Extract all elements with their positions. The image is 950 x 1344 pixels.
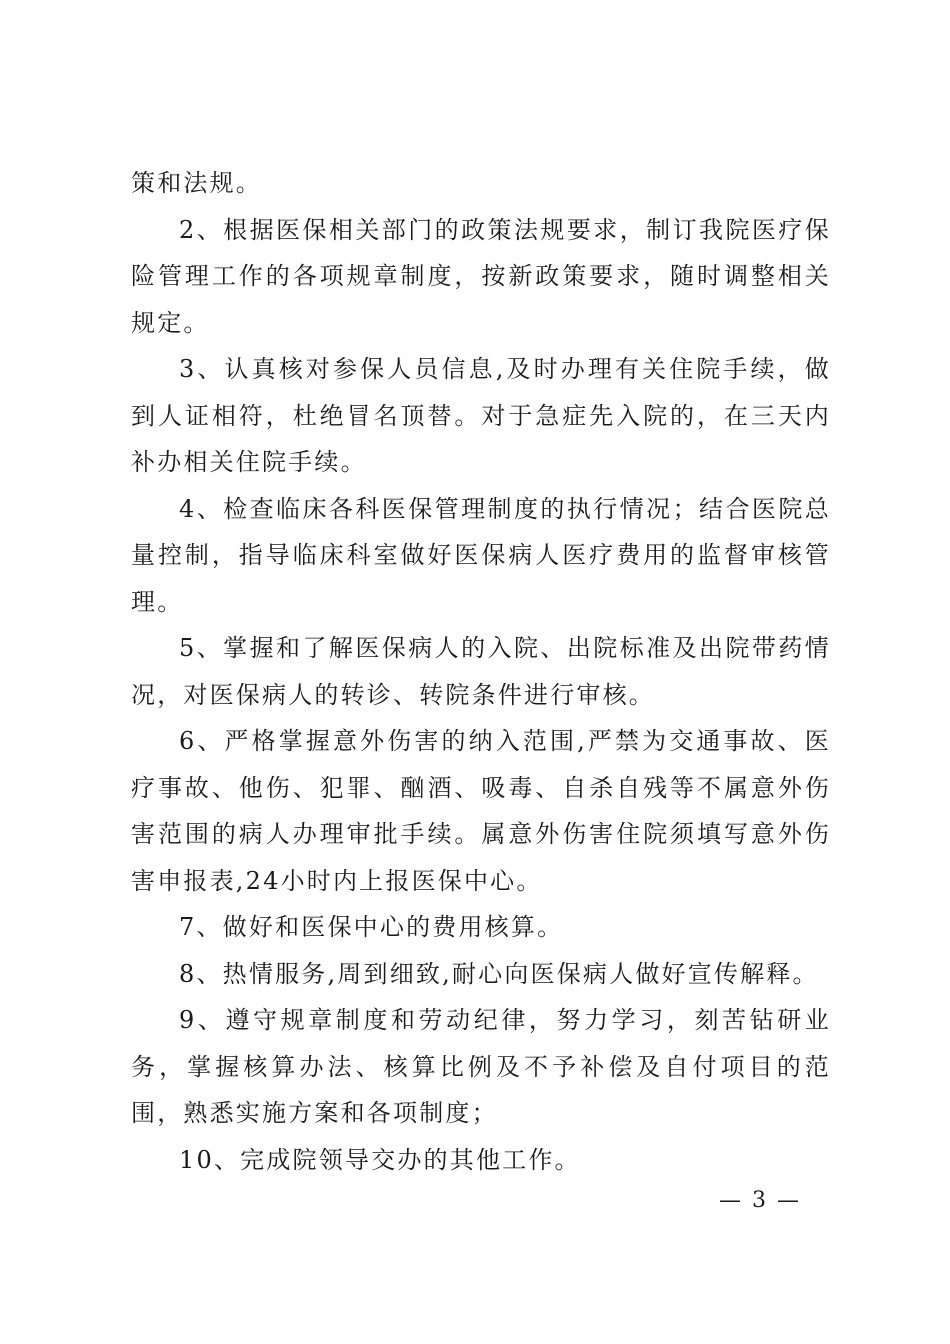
paragraph-item-7: 7、做好和医保中心的费用核算。 <box>179 913 564 941</box>
paragraph-item-4: 4、检查临床各科医保管理制度的执行情况；结合医院总量控制，指导临床科室做好医保病人医疗费用的监督审核管理。 <box>131 494 831 616</box>
paragraph-item-2: 2、根据医保相关部门的政策法规要求，制订我院医疗保险管理工作的各项规章制度，按新政策要求，随时调整相关规定。 <box>131 215 831 337</box>
paragraph-item-6: 6、严格掌握意外伤害的纳入范围,严禁为交通事故、医疗事故、他伤、犯罪、酗酒、吸毒、自杀自残等不属意外伤害范围的病人办理审批手续。属意外伤害住院须填写意外伤害申报表,24小时内上报医保中心。 <box>131 727 831 895</box>
paragraph-item-8: 8、热情服务,周到细致,耐心向医保病人做好宣传解释。 <box>179 959 819 988</box>
paragraph-item-10: 10、完成院领导交办的其他工作。 <box>179 1145 581 1174</box>
paragraph-item-3: 3、认真核对参保人员信息,及时办理有关住院手续，做到人证相符，杜绝冒名顶替。对于急症先入院的，在三天内补办相关住院手续。 <box>131 355 831 476</box>
paragraph-item-5: 5、掌握和了解医保病人的入院、出院标准及出院带药情况，对医保病人的转诊、转院条件进行审核。 <box>131 634 831 709</box>
page-number: — 3 — <box>719 1188 801 1213</box>
paragraph-continuation: 策和法规。 <box>131 169 262 197</box>
document-body <box>131 160 831 1183</box>
paragraph-item-9: 9、遵守规章制度和劳动纪律，努力学习，刻苦钻研业务，掌握核算办法、核算比例及不予补偿及自付项目的范围，熟悉实施方案和各项制度； <box>131 1006 831 1127</box>
